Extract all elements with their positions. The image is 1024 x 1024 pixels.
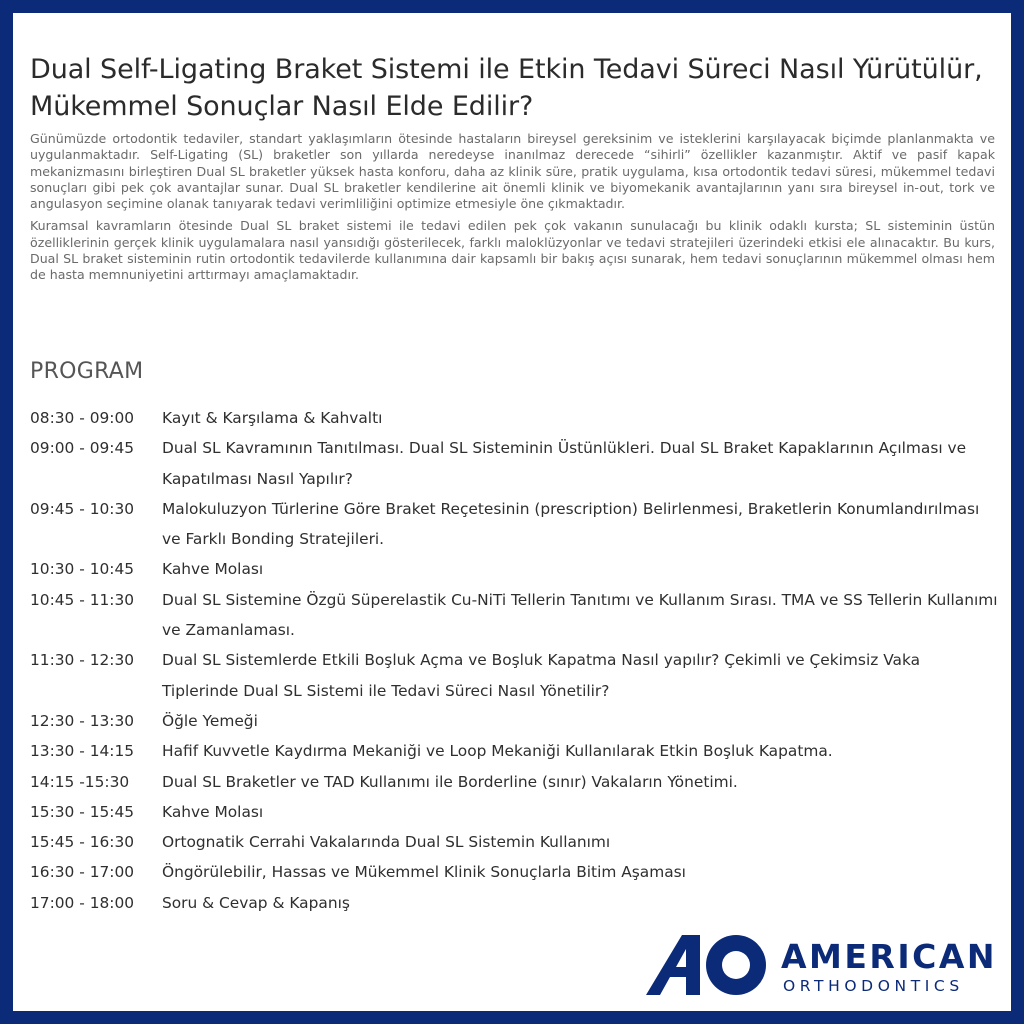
schedule-row: [30, 888, 1000, 918]
schedule-row: [30, 706, 1000, 736]
american-orthodontics-logo: [646, 933, 996, 999]
schedule-time: 09:45 - 10:30: [30, 499, 135, 518]
logo-line-1: AMERICAN: [781, 937, 997, 976]
schedule-desc: Dual SL Sistemine Özgü Süperelastik Cu-NiTi Tellerin Tanıtımı ve Kullanım Sırası. TMA ve SS Tellerin Kullanımı ve Zamanlaması.: [162, 590, 998, 640]
schedule-row: [30, 554, 1000, 584]
schedule-desc: Soru & Cevap & Kapanış: [162, 893, 350, 912]
schedule-row: [30, 645, 1000, 706]
schedule-desc: Kahve Molası: [162, 802, 264, 821]
program-heading: PROGRAM: [30, 359, 144, 384]
schedule-time: 10:45 - 11:30: [30, 590, 135, 609]
page-title: Dual Self-Ligating Braket Sistemi ile Etkin Tedavi Süreci Nasıl Yürütülür, Mükemmel Sonuçlar Nasıl Elde Edilir?: [30, 54, 983, 123]
intro-text: [30, 131, 995, 290]
schedule-row: [30, 857, 1000, 887]
schedule-desc: Öngörülebilir, Hassas ve Mükemmel Klinik Sonuçlarla Bitim Aşaması: [162, 863, 686, 882]
schedule-time: 09:00 - 09:45: [30, 439, 135, 458]
logo-line-2: ORTHODONTICS: [783, 977, 964, 995]
schedule-time: 15:30 - 15:45: [30, 802, 135, 821]
schedule-time: 08:30 - 09:00: [30, 409, 135, 427]
schedule-desc: Dual SL Sistemlerde Etkili Boşluk Açma ve Boşluk Kapatma Nasıl yapılır? Çekimli ve Çekimsiz Vaka Tiplerinde Dual SL Sistemi ile Tedavi Süreci Nasıl Yönetilir?: [162, 651, 921, 700]
schedule-row: [30, 797, 1000, 827]
schedule-desc: Malokuluzyon Türlerine Göre Braket Reçetesinin (prescription) Belirlenmesi, Braketlerin Konumlandırılması ve Farklı Bonding Stratejileri.: [162, 499, 980, 549]
schedule-desc: Kayıt & Karşılama & Kahvaltı: [162, 409, 383, 427]
schedule-time: 15:45 - 16:30: [30, 833, 135, 852]
schedule-row: [30, 736, 1000, 766]
intro-paragraph: Günümüzde ortodontik tedaviler, standart yaklaşımların ötesinde hastaların bireysel gereksinim ve isteklerini karşılayacak biçimde planlanmakta ve uygulanmaktadır. Self-Ligating (SL) braketler son yıllarda neredeyse inanılmaz derecede “sihirli” özellikler kazanmıştır. Aktif ve pasif kapak mekanizmasını birleştiren Dual SL braketler yüksek hasta konforu, daha az klinik süre, pratik uygulama, kısa ortodontik tedavi süresi, mükemmel tedavi sonuçları gibi pek çok avantajlar sunar. Dual SL braketler kendilerine ait önemli klinik ve biyomekanik avantajlarının yanı sıra bireysel in-out, tork ve angulasyon seçimine olanak tanıyarak tedavi verimliliğini optimize etmesiyle öne çıkmaktadır.: [30, 131, 995, 212]
schedule-desc: Hafif Kuvvetle Kaydırma Mekaniği ve Loop Mekaniği Kullanılarak Etkin Boşluk Kapatma.: [162, 742, 833, 761]
schedule-row: [30, 494, 1000, 555]
schedule-desc: Ortognatik Cerrahi Vakalarında Dual SL Sistemin Kullanımı: [162, 833, 611, 852]
page-frame: [13, 13, 1011, 1011]
schedule-row: [30, 403, 1000, 433]
schedule-time: 16:30 - 17:00: [30, 863, 135, 882]
schedule-desc: Öğle Yemeği: [162, 711, 258, 730]
schedule-time: 10:30 - 10:45: [30, 560, 135, 579]
schedule-time: 12:30 - 13:30: [30, 711, 135, 730]
schedule-desc: Dual SL Braketler ve TAD Kullanımı ile Borderline (sınır) Vakaların Yönetimi.: [162, 772, 738, 791]
ao-logo-mark: [646, 933, 772, 999]
schedule-time: 11:30 - 12:30: [30, 651, 135, 670]
program-schedule: [30, 403, 1000, 918]
schedule-row: [30, 433, 1000, 494]
schedule-row: [30, 585, 1000, 646]
schedule-desc: Kahve Molası: [162, 560, 264, 579]
schedule-time: 14:15 -15:30: [30, 772, 130, 791]
schedule-time: 17:00 - 18:00: [30, 893, 135, 912]
schedule-time: 13:30 - 14:15: [30, 742, 135, 761]
schedule-row: [30, 767, 1000, 797]
intro-paragraph: Kuramsal kavramların ötesinde Dual SL braket sistemi ile tedavi edilen pek çok vakanın sunulacağı bu klinik odaklı kursta; SL sisteminin üstün özelliklerinin gerçek klinik uygulamalara nasıl yansıdığı gösterilecek, farklı maloklüzyonlar ve tedavi stratejileri üzerindeki etkisi ele alınacaktır. Bu kurs, Dual SL braket sisteminin rutin ortodontik tedavilerde kullanımına dair kapsamlı bir bakış açısı sunarak, hem tedavi sonuçlarının mükemmel olması hem de hasta memnuniyetini arttırmayı amaçlamaktadır.: [30, 218, 995, 283]
schedule-desc: Dual SL Kavramının Tanıtılması. Dual SL Sisteminin Üstünlükleri. Dual SL Braket Kapaklarının Açılması ve Kapatılması Nasıl Yapılır?: [162, 439, 967, 488]
schedule-row: [30, 827, 1000, 857]
